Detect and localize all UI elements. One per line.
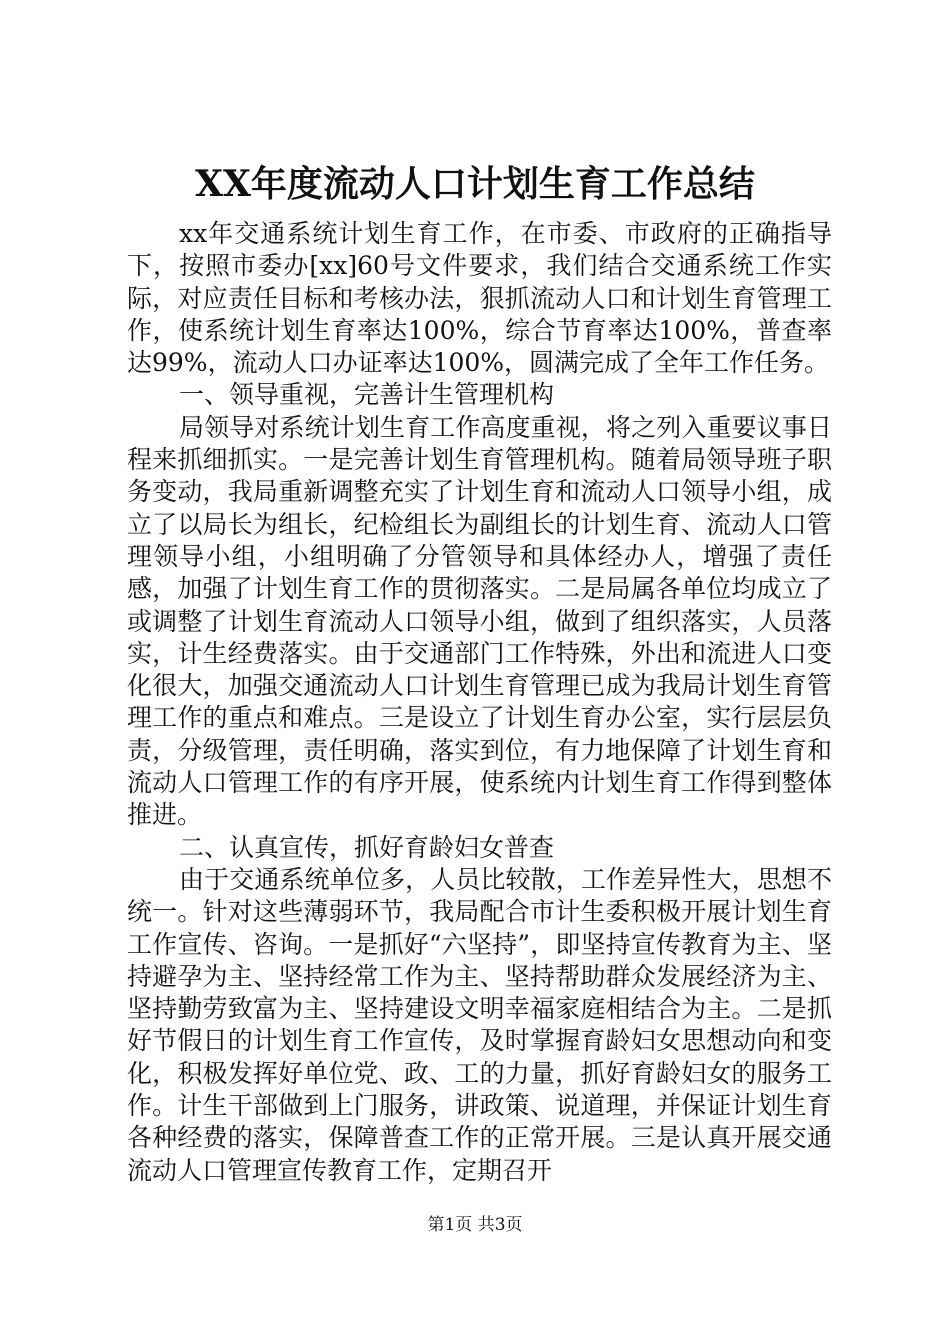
document-title: XX年度流动人口计划生育工作总结 bbox=[195, 163, 755, 205]
page-number-footer: 第1页 共3页 bbox=[427, 1215, 523, 1235]
section-2-paragraph: 由于交通系统单位多，人员比较散，工作差异性大，思想不统一。针对这些薄弱环节，我局配合市计生委积极开展计划生育工作宣传、咨询。一是抓好“六坚持”，即坚持宣传教育为主、坚持避孕为主、坚持经常工作为主、坚持帮助群众发展经济为主、坚持勤劳致富为主、坚持建设文明幸福家庭相结合为主。二是抓好节假日的计划生育工作宣传，及时掌握育龄妇女思想动向和变化，积极发挥好单位党、政、工的力量，抓好育龄妇女的服务工作。计生干部做到上门服务，讲政策、说道理，并保证计划生育各种经费的落实，保障普查工作的正常开展。三是认真开展交通流动人口管理宣传教育工作，定期召开 bbox=[127, 864, 832, 1185]
document-body bbox=[127, 218, 832, 1187]
intro-paragraph: xx年交通系统计划生育工作，在市委、市政府的正确指导下，按照市委办[xx]60号文件要求，我们结合交通系统工作实际，对应责任目标和考核办法，狠抓流动人口和计划生育管理工作，使系统计划生育率达100%，综合节育率达100%，普查率达99%，流动人口办证率达100%，圆满完成了全年工作任务。 bbox=[127, 219, 832, 378]
section-1-paragraph: 局领导对系统计划生育工作高度重视，将之列入重要议事日程来抓细抓实。一是完善计划生育管理机构。随着局领导班子职务变动，我局重新调整充实了计划生育和流动人口领导小组，成立了以局长为组长，纪检组长为副组长的计划生育、流动人口管理领导小组，小组明确了分管领导和具体经办人，增强了责任感，加强了计划生育工作的贯彻落实。二是局属各单位均成立了或调整了计划生育流动人口领导小组，做到了组织落实，人员落实，计生经费落实。由于交通部门工作特殊，外出和流进人口变化很大，加强交通流动人口计划生育管理已成为我局计划生育管理工作的重点和难点。三是设立了计划生育办公室，实行层层负责，分级管理，责任明确，落实到位，有力地保障了计划生育和流动人口管理工作的有序开展，使系统内计划生育工作得到整体推进。 bbox=[127, 412, 832, 830]
section-heading-1: 一、领导重视，完善计生管理机构 bbox=[179, 380, 555, 410]
section-heading-2: 二、认真宣传，抓好育龄妇女普查 bbox=[179, 832, 555, 862]
